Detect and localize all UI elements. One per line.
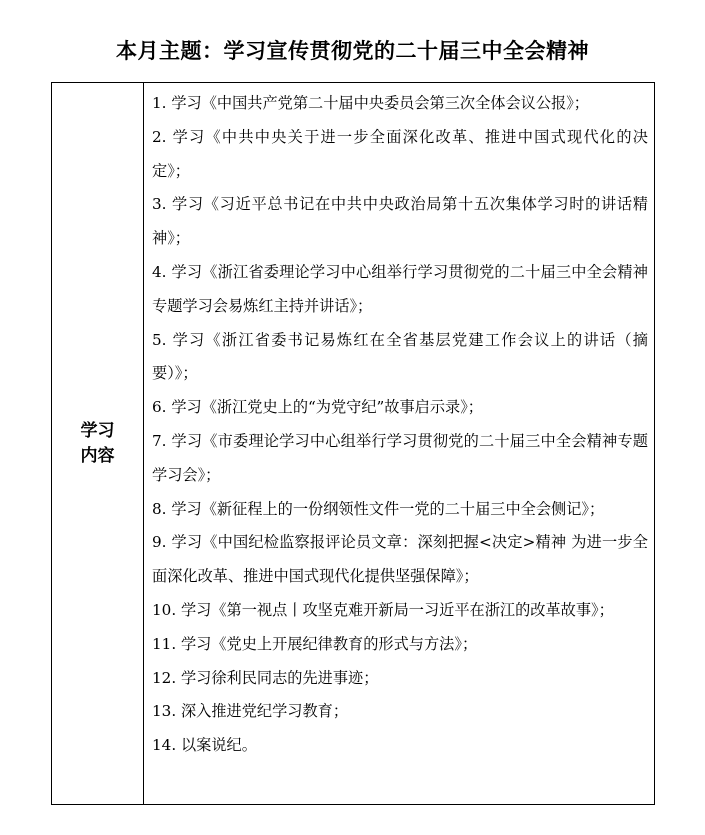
study-item-6: 6. 学习《浙江党史上的“为党守纪”故事启示录》； — [152, 398, 483, 417]
study-item-10: 10. 学习《第一视点丨攻坚克难开新局一习近平在浙江的改革故事》； — [152, 600, 614, 619]
label-line-1: 学习 — [80, 420, 115, 441]
label-line-2: 内容 — [80, 445, 115, 466]
study-item-2: 2. 学习《中共中央关于进一步全面深化改革、推进中国式现代化的决定》； — [152, 127, 648, 180]
study-item-3: 3. 学习《习近平总书记在中共中央政治局第十五次集体学习时的讲话精神》； — [152, 195, 648, 248]
study-item-4: 4. 学习《浙江省委理论学习中心组举行学习贯彻党的二十届三中全会精神专题学习会易炼红主持并讲话》； — [152, 262, 648, 315]
study-content-label-cell — [52, 83, 144, 805]
table-row — [52, 83, 655, 805]
study-item-5: 5. 学习《浙江省委书记易炼红在全省基层党建工作会议上的讲话（摘要）》； — [152, 330, 648, 383]
study-item-9: 9. 学习《中国纪检监察报评论员文章：深刻把握<决定>精神 为进一步全面深化改革、推进中国式现代化提供坚强保障》； — [152, 533, 648, 586]
study-item-8: 8. 学习《新征程上的一份纲领性文件一党的二十届三中全会侧记》； — [152, 499, 605, 518]
study-item-12: 12. 学习徐利民同志的先进事迹； — [152, 668, 379, 687]
study-item-13: 13. 深入推进党纪学习教育； — [152, 702, 349, 721]
study-content-table — [51, 82, 655, 805]
study-item-1: 1. 学习《中国共产党第二十届中央委员会第三次全体会议公报》； — [152, 94, 589, 112]
study-items-cell — [144, 83, 655, 805]
study-item-11: 11. 学习《党史上开展纪律教育的形式与方法》； — [152, 634, 478, 653]
study-item-14: 14. 以案说纪。 — [152, 736, 257, 755]
page-title: 本月主题：学习宣传贯彻党的二十届三中全会精神 — [116, 39, 589, 63]
study-item-7: 7. 学习《市委理论学习中心组举行学习贯彻党的二十届三中全会精神专题学习会》； — [152, 431, 648, 484]
